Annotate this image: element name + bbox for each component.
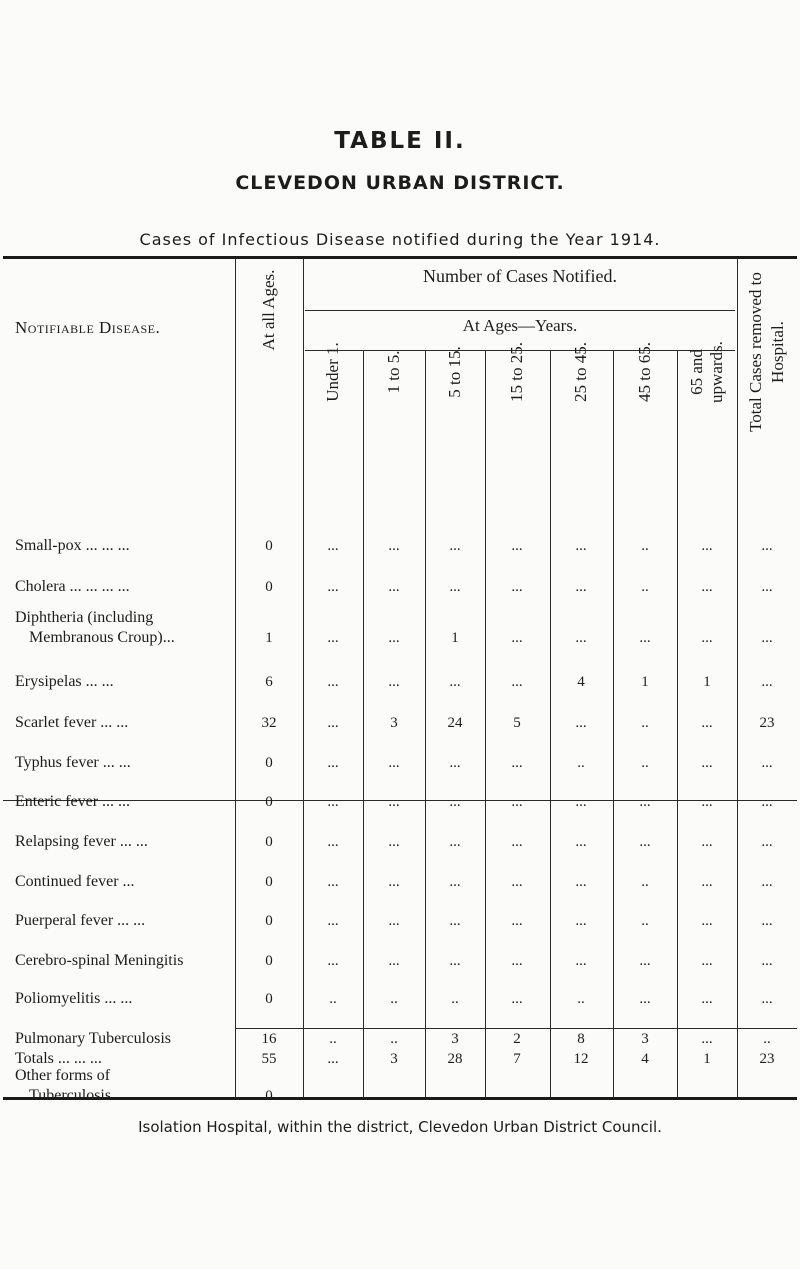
disease-label: Scarlet fever ... ...	[15, 714, 129, 731]
totals-cell: 55	[261, 1051, 277, 1067]
disease-label: Typhus fever ... ...	[15, 754, 131, 771]
age-cell: 24	[447, 715, 463, 731]
age-cell: ...	[575, 1088, 587, 1104]
age-cell: ...	[639, 794, 651, 810]
ages-rule	[305, 310, 735, 311]
age-cell: ...	[575, 834, 587, 850]
all-ages-cell: 16	[261, 1031, 277, 1047]
age-cell: ...	[327, 674, 339, 690]
age-cell: ...	[511, 579, 523, 595]
age-cell: ...	[449, 538, 461, 554]
totals-cell: 1	[703, 1051, 711, 1067]
totals-label: Totals ... ... ...	[15, 1050, 102, 1067]
age-cell: ...	[388, 538, 400, 554]
age-cell: ..	[577, 755, 585, 771]
age-cell: ...	[511, 991, 523, 1007]
age-cell: ..	[641, 538, 649, 554]
age-col-header-5to15: 5 to 15.	[445, 346, 464, 398]
age-cell: ...	[388, 579, 400, 595]
age-cell: ..	[703, 1088, 711, 1104]
top-rule	[3, 256, 797, 259]
age-cell: ...	[701, 874, 713, 890]
age-cell: ...	[449, 579, 461, 595]
age-cell: ...	[327, 538, 339, 554]
age-col-header-15to25: 15 to 25.	[507, 342, 526, 402]
age-cell: 3	[641, 1031, 649, 1047]
hospital-cell: ...	[761, 755, 773, 771]
hospital-cell: ...	[761, 874, 773, 890]
age-cell: ...	[575, 913, 587, 929]
age-cell: ...	[449, 874, 461, 890]
age-cell: ...	[327, 755, 339, 771]
all-ages-cell: 6	[265, 674, 273, 690]
disease-label: Cholera ... ... ... ...	[15, 578, 130, 595]
disease-label: Continued fever ...	[15, 873, 135, 890]
disease-label-continued: Membranous Croup)...	[29, 629, 175, 646]
disease-label: Poliomyelitis ... ...	[15, 990, 133, 1007]
age-cell: ...	[327, 913, 339, 929]
age-cell: ...	[639, 630, 651, 646]
all-ages-cell: 0	[265, 913, 273, 929]
age-cell: ...	[511, 674, 523, 690]
age-cell: ...	[511, 874, 523, 890]
age-cell: ...	[701, 1031, 713, 1047]
age-cell: ...	[511, 834, 523, 850]
age-cell: ...	[511, 755, 523, 771]
hospital-cell: ...	[761, 794, 773, 810]
all-ages-cell: 0	[265, 755, 273, 771]
age-cell: ...	[639, 953, 651, 969]
disease-label: Other forms of	[15, 1067, 111, 1084]
age-cell: 1	[451, 630, 459, 646]
age-cell: ...	[327, 715, 339, 731]
age-cell: ...	[701, 715, 713, 731]
disease-label: Diphtheria (including	[15, 609, 154, 626]
age-cell: 3	[451, 1031, 459, 1047]
age-cell: ...	[388, 953, 400, 969]
age-cell: ...	[327, 794, 339, 810]
hospital-cell: ...	[761, 834, 773, 850]
hospital-column-header: Total Cases removed to Hospital.	[746, 272, 787, 432]
disease-label: Small-pox ... ... ...	[15, 537, 130, 554]
totals-cell: 7	[513, 1051, 521, 1067]
age-cell: ...	[701, 834, 713, 850]
hospital-cell: ...	[761, 991, 773, 1007]
age-cell: ...	[327, 630, 339, 646]
all-ages-cell: 0	[265, 953, 273, 969]
age-cell: 4	[577, 674, 585, 690]
table-title: TABLE II.	[334, 128, 466, 154]
age-cell: ..	[390, 991, 398, 1007]
age-cell: ...	[701, 630, 713, 646]
age-cell: ...	[575, 794, 587, 810]
age-cell: ...	[511, 630, 523, 646]
age-cell: ...	[701, 991, 713, 1007]
column-divider	[613, 350, 614, 1097]
age-cell: ..	[329, 1031, 337, 1047]
hospital-cell: 23	[759, 715, 775, 731]
age-cell: ...	[327, 953, 339, 969]
age-cell: ...	[511, 953, 523, 969]
age-cell: ...	[388, 913, 400, 929]
age-cell: ...	[575, 579, 587, 595]
age-col-header-45to65: 45 to 65.	[635, 342, 654, 402]
age-cell: ..	[451, 991, 459, 1007]
all-ages-cell: 0	[265, 1088, 273, 1104]
age-cell: ..	[641, 874, 649, 890]
disease-label: Puerperal fever ... ...	[15, 912, 146, 929]
age-cell: ...	[575, 630, 587, 646]
age-cell: ...	[449, 755, 461, 771]
age-cell: ...	[575, 715, 587, 731]
age-col-header-under1: Under 1.	[323, 342, 342, 402]
age-cell: ...	[449, 834, 461, 850]
totals-cell: ...	[327, 1051, 339, 1067]
age-cell: ..	[390, 1031, 398, 1047]
disease-label: Erysipelas ... ...	[15, 673, 114, 690]
age-col-header-25to45: 25 to 45.	[571, 342, 590, 402]
age-cell: ...	[511, 913, 523, 929]
age-cell: ...	[511, 538, 523, 554]
age-cell: ..	[329, 991, 337, 1007]
age-cell: ...	[388, 630, 400, 646]
disease-label: Enteric fever ... ...	[15, 793, 131, 810]
totals-cell: 23	[759, 1051, 775, 1067]
all-ages-cell: 0	[265, 834, 273, 850]
totals-cell: 4	[641, 1051, 649, 1067]
age-cell: ..	[641, 579, 649, 595]
age-cell: ...	[511, 1088, 523, 1104]
age-cell: ...	[449, 674, 461, 690]
disease-column-header: Notifiable Disease.	[15, 318, 161, 337]
hospital-cell: ...	[761, 674, 773, 690]
column-divider	[235, 259, 236, 1097]
age-cell: ...	[511, 794, 523, 810]
hospital-cell: ...	[761, 630, 773, 646]
age-cell: ...	[701, 579, 713, 595]
all-ages-cell: 1	[265, 630, 273, 646]
age-cell: ...	[327, 1088, 339, 1104]
all-ages-cell: 0	[265, 579, 273, 595]
all-ages-cell: 32	[261, 715, 277, 731]
hospital-cell: ..	[763, 1031, 771, 1047]
age-cell: ...	[388, 794, 400, 810]
totals-cell: 3	[390, 1051, 398, 1067]
age-cell: 1	[703, 674, 711, 690]
number-cases-header: Number of Cases Notified.	[423, 266, 617, 286]
age-cell: ...	[388, 755, 400, 771]
age-cell: ...	[575, 874, 587, 890]
all-ages-header: At all Ages.	[259, 269, 278, 351]
age-cell: 2	[513, 1031, 521, 1047]
age-cell: ...	[701, 794, 713, 810]
footer-note: Isolation Hospital, within the district, Clevedon Urban District Council.	[138, 1118, 662, 1136]
age-cell: ..	[641, 755, 649, 771]
age-cell: ...	[575, 953, 587, 969]
age-cell: ...	[388, 674, 400, 690]
age-cell: ..	[641, 715, 649, 731]
age-cell: ...	[327, 579, 339, 595]
age-cell: ...	[701, 913, 713, 929]
age-cell: ...	[701, 953, 713, 969]
age-cell: ...	[388, 834, 400, 850]
hospital-cell: ...	[761, 538, 773, 554]
age-cell: 5	[513, 715, 521, 731]
age-cell: ...	[449, 1088, 461, 1104]
age-cell: ...	[388, 1088, 400, 1104]
district-title: CLEVEDON URBAN DISTRICT.	[235, 172, 565, 194]
hospital-cell: ..	[763, 1088, 771, 1104]
hospital-cell: ...	[761, 953, 773, 969]
age-col-header-65up: 65 and upwards.	[687, 341, 726, 403]
age-cell: ...	[639, 991, 651, 1007]
all-ages-cell: 0	[265, 794, 273, 810]
hospital-cell: ...	[761, 913, 773, 929]
totals-cell: 12	[573, 1051, 589, 1067]
age-cell: 8	[577, 1031, 585, 1047]
age-cell: ...	[449, 913, 461, 929]
age-cell: ...	[701, 755, 713, 771]
age-cell: ...	[639, 834, 651, 850]
age-cell: ...	[327, 834, 339, 850]
age-col-header-1to5: 1 to 5.	[384, 350, 403, 394]
age-cell: ...	[449, 794, 461, 810]
age-cell: ...	[639, 1088, 651, 1104]
age-cell: ...	[388, 874, 400, 890]
age-cell: ..	[641, 913, 649, 929]
age-cell: 1	[641, 674, 649, 690]
disease-label: Cerebro-spinal Meningitis	[15, 952, 184, 969]
all-ages-cell: 0	[265, 538, 273, 554]
disease-label: Relapsing fever ... ...	[15, 833, 148, 850]
age-cell: ...	[701, 538, 713, 554]
disease-label: Pulmonary Tuberculosis	[15, 1030, 172, 1047]
hospital-cell: ...	[761, 579, 773, 595]
totals-cell: 28	[447, 1051, 463, 1067]
age-cell: ..	[577, 991, 585, 1007]
age-cell: ...	[449, 953, 461, 969]
all-ages-cell: 0	[265, 991, 273, 1007]
age-cell: ...	[327, 874, 339, 890]
age-cell: ...	[575, 538, 587, 554]
all-ages-cell: 0	[265, 874, 273, 890]
table-subtitle: Cases of Infectious Disease notified during the Year 1914.	[139, 230, 661, 249]
disease-label-continued: Tuberculosis ...	[29, 1087, 128, 1104]
at-ages-header: At Ages—Years.	[462, 316, 578, 335]
column-divider	[485, 350, 486, 1097]
age-cell: 3	[390, 715, 398, 731]
